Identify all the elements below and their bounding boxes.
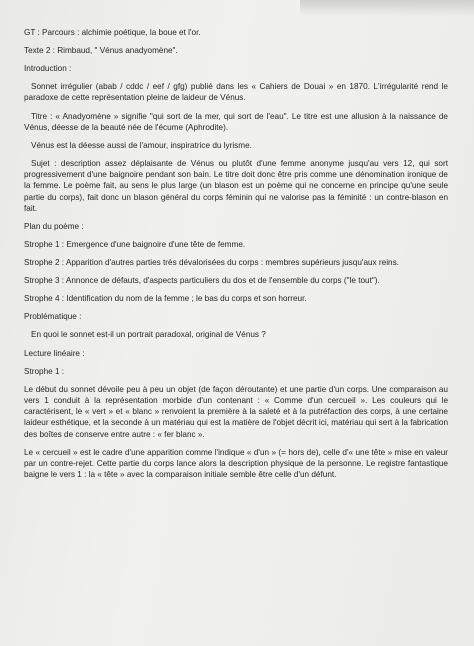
intro-heading: Introduction :	[24, 64, 72, 74]
lecture-heading: Lecture linéaire :	[24, 348, 85, 358]
intro-sujet-paragraph: Sujet : description assez déplaisante de Vénus ou plutôt d'une femme anonyme jusqu'au vers 12, qui sort progressivement d'une baignoire pendant son bain. Le titre doit donc être pris comme une dénomination ironique de la femme. Le poème fait, au sens le plus large (un blason est un poème qui ne concerne en principe qu'une seule partie du corps), fait donc un blason général du corps féminin qui ne valorise pas la féminité : un contre-blason en fait.	[24, 158, 448, 213]
plan-strophe-4: Strophe 4 : Identification du nom de la femme ; le bas du corps et son horreur.	[24, 294, 307, 304]
problematique-heading: Problématique :	[24, 312, 82, 322]
problematique-question: En quoi le sonnet est-il un portrait paradoxal, original de Vénus ?	[31, 330, 266, 340]
plan-heading: Plan du poème :	[24, 221, 84, 231]
plan-strophe-3: Strophe 3 : Annonce de défauts, d'aspects particuliers du dos et de l'ensemble du corps ("le tout").	[24, 276, 380, 286]
lecture-paragraph-2: Le « cercueil » est le cadre d'une apparition comme l'indique « d'un » (= hors de), celle d'« une tête » mise en valeur par un contre-rejet. Cette partie du corps lance alors la description physique de la personne. Le registre fantastique baigne le vers 1 : la « tête » avec la comparaison initiale semble être celle d'un défunt.	[24, 447, 448, 480]
intro-venus-paragraph: Vénus est la déesse aussi de l'amour, inspiratrice du lyrisme.	[31, 140, 252, 150]
lecture-strophe-heading: Strophe 1 :	[24, 366, 65, 376]
lecture-paragraph-1: Le début du sonnet dévoile peu à peu un objet (de façon déroutante) et une partie d'un corps. Une comparaison au vers 1 conduit à la représentation morbide d'un contenant : « Comme d'un cercueil ». Les couleurs qui le caractérisent, le « vert » et « blanc » renvoient la première à la saleté et à la putréfaction des corps, à une certaine laideur esthétique, et la seconde à un matériau qui est la matière de l'objet décrit ici, matériau qui sert à la fabrication des boîtes de conserve entre autre : « fer blanc ».	[24, 384, 448, 439]
header-texte: Texte 2 : Rimbaud, " Vénus anadyomène".	[24, 46, 178, 56]
plan-strophe-2: Strophe 2 : Apparition d'autres parties très dévalorisées du corps : membres supérieurs jusqu'aux reins.	[24, 258, 399, 268]
header-gt: GT : Parcours : alchimie poétique, la boue et l'or.	[24, 28, 201, 37]
intro-titre-paragraph: Titre : « Anadyomène » signifie "qui sort de la mer, qui sort de l'eau". Le titre est une allusion à la naissance de Vénus, déesse de la beauté née de l'écume (Aphrodite).	[24, 111, 448, 132]
plan-strophe-1: Strophe 1 : Emergence d'une baignoire d'une tête de femme.	[24, 239, 246, 249]
page-edge-shadow	[300, 0, 474, 16]
intro-sonnet-paragraph: Sonnet irrégulier (abab / cddc / eef / gfg) publié dans les « Cahiers de Douai » en 1870. L'irrégularité rend le paradoxe de cette représentation pleine de laideur de Vénus.	[24, 82, 448, 103]
